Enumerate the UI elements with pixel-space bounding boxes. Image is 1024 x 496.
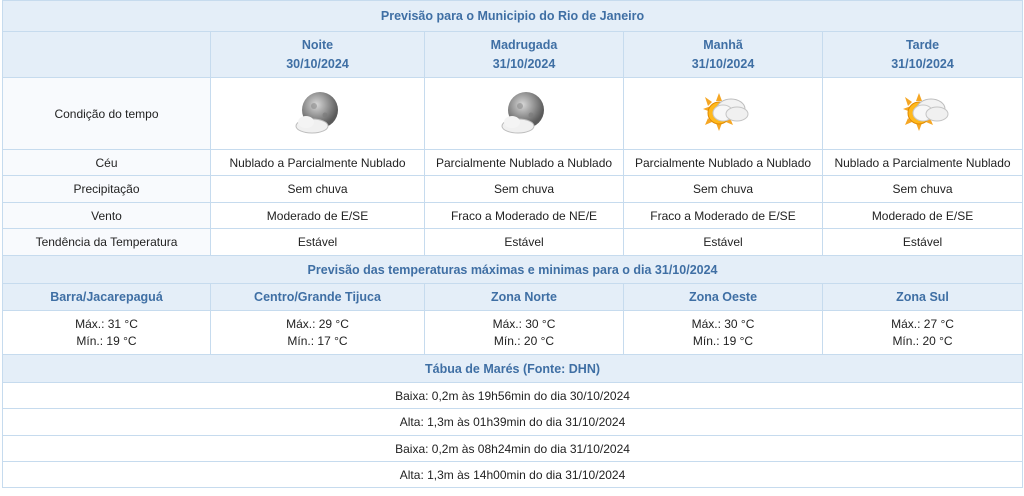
wind-cell: Fraco a Moderado de NE/E <box>425 203 624 229</box>
trend-cell: Estável <box>624 229 823 256</box>
wind-cell: Moderado de E/SE <box>823 203 1023 229</box>
trend-cell: Estável <box>211 229 425 256</box>
zone-temps <box>3 311 211 355</box>
row-label-precip: Precipitação <box>3 176 211 203</box>
period-header-noite: Noite 30/10/2024 <box>211 32 425 78</box>
zone-header: Centro/Grande Tijuca <box>211 284 425 311</box>
row-label-condition: Condição do tempo <box>3 78 211 150</box>
zone-header: Barra/Jacarepaguá <box>3 284 211 311</box>
period-header-tarde: Tarde 31/10/2024 <box>823 32 1023 78</box>
zone-temps <box>823 311 1023 355</box>
row-label-trend: Tendência da Temperatura <box>3 229 211 256</box>
min-temp: Mín.: 19 °C <box>692 333 754 348</box>
forecast-table <box>2 0 1023 488</box>
min-temp: Mín.: 17 °C <box>287 333 348 348</box>
zone-temps <box>425 311 624 355</box>
cloudy-moon-icon <box>496 88 552 140</box>
wind-cell: Moderado de E/SE <box>211 203 425 229</box>
forecast-title: Previsão para o Municipio do Rio de Janeiro <box>3 1 1023 32</box>
trend-cell: Estável <box>425 229 624 256</box>
condition-cell <box>425 78 624 150</box>
max-temp: Máx.: 27 °C <box>891 316 954 331</box>
tide-row: Alta: 1,3m às 01h39min do dia 31/10/2024 <box>3 409 1023 436</box>
tides-title: Tábua de Marés (Fonte: DHN) <box>3 355 1023 383</box>
sky-cell: Parcialmente Nublado a Nublado <box>624 150 823 176</box>
row-label-sky: Céu <box>3 150 211 176</box>
cloudy-moon-icon <box>290 88 346 140</box>
condition-cell <box>211 78 425 150</box>
condition-cell <box>823 78 1023 150</box>
zone-temps <box>211 311 425 355</box>
cloudy-sun-icon <box>893 87 953 141</box>
row-label-wind: Vento <box>3 203 211 229</box>
min-temp: Mín.: 20 °C <box>892 333 953 348</box>
temps-title: Previsão das temperaturas máximas e minimas para o dia 31/10/2024 <box>3 256 1023 284</box>
sky-cell: Nublado a Parcialmente Nublado <box>823 150 1023 176</box>
period-header-madrugada: Madrugada 31/10/2024 <box>425 32 624 78</box>
period-header-manha: Manhã 31/10/2024 <box>624 32 823 78</box>
condition-cell <box>624 78 823 150</box>
zone-header: Zona Sul <box>823 284 1023 311</box>
sky-cell: Nublado a Parcialmente Nublado <box>211 150 425 176</box>
zone-temps <box>624 311 823 355</box>
tide-row: Baixa: 0,2m às 08h24min do dia 31/10/2024 <box>3 436 1023 462</box>
tide-row: Baixa: 0,2m às 19h56min do dia 30/10/2024 <box>3 383 1023 409</box>
precip-cell: Sem chuva <box>425 176 624 203</box>
zone-header: Zona Norte <box>425 284 624 311</box>
tide-row: Alta: 1,3m às 14h00min do dia 31/10/2024 <box>3 462 1023 488</box>
max-temp: Máx.: 31 °C <box>75 316 138 331</box>
precip-cell: Sem chuva <box>211 176 425 203</box>
cloudy-sun-icon <box>693 87 753 141</box>
max-temp: Máx.: 30 °C <box>492 316 556 331</box>
max-temp: Máx.: 29 °C <box>286 316 349 331</box>
trend-cell: Estável <box>823 229 1023 256</box>
precip-cell: Sem chuva <box>823 176 1023 203</box>
wind-cell: Fraco a Moderado de E/SE <box>624 203 823 229</box>
zone-header: Zona Oeste <box>624 284 823 311</box>
min-temp: Mín.: 20 °C <box>493 333 555 348</box>
sky-cell: Parcialmente Nublado a Nublado <box>425 150 624 176</box>
min-temp: Mín.: 19 °C <box>76 333 137 348</box>
max-temp: Máx.: 30 °C <box>691 316 755 331</box>
corner-cell <box>3 32 211 78</box>
precip-cell: Sem chuva <box>624 176 823 203</box>
